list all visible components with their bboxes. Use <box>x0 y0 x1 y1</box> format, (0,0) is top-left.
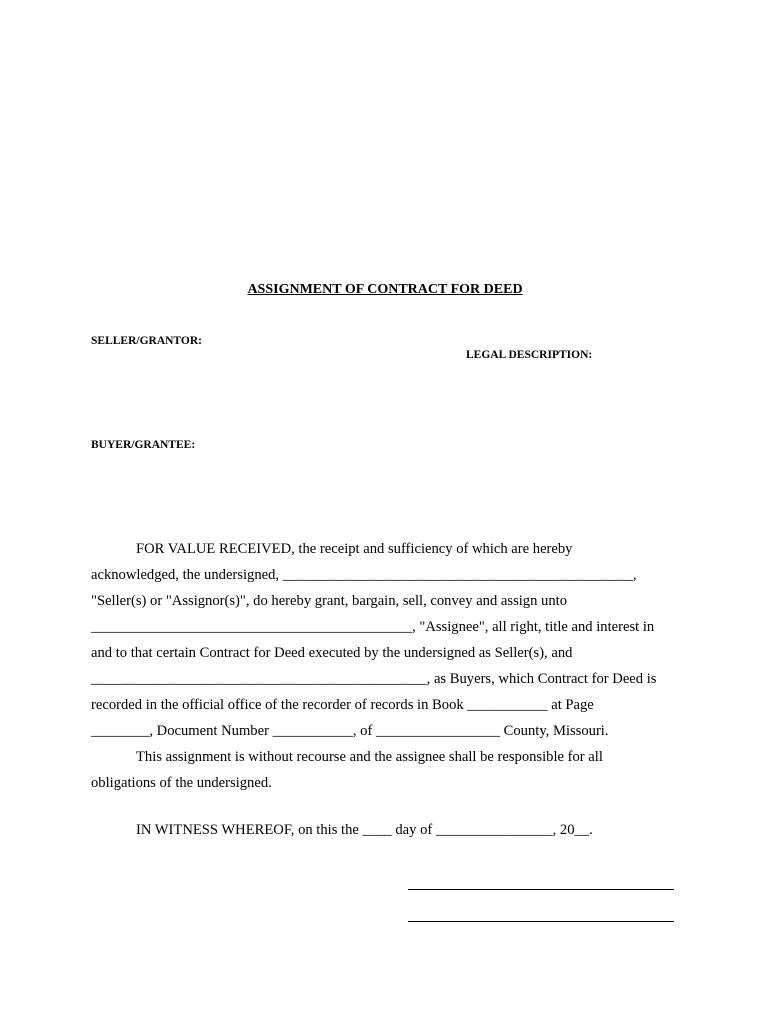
body-line: recorded in the official office of the recorder of records in Book ___________ at Page <box>91 697 594 713</box>
body-line: and to that certain Contract for Deed executed by the undersigned as Seller(s), and <box>91 645 573 661</box>
signature-line <box>408 889 674 890</box>
buyer-grantee-label: BUYER/GRANTEE: <box>91 439 196 451</box>
body-line: ____________________________________________, "Assignee", all right, title and interest in <box>91 619 655 635</box>
body-line: This assignment is without recourse and the assignee shall be responsible for all <box>136 749 603 765</box>
assignment-paragraph <box>91 536 681 796</box>
body-line: "Seller(s) or "Assignor(s)", do hereby grant, bargain, sell, convey and assign unto <box>91 593 567 609</box>
document-title: ASSIGNMENT OF CONTRACT FOR DEED <box>247 282 523 297</box>
seller-grantor-label: SELLER/GRANTOR: <box>91 335 202 347</box>
body-line: ______________________________________________, as Buyers, which Contract for Deed is <box>91 671 657 687</box>
body-line: ________, Document Number ___________, of _________________ County, Missouri. <box>91 723 609 739</box>
body-line: obligations of the undersigned. <box>91 775 272 791</box>
signature-line <box>408 921 674 922</box>
legal-description-label: LEGAL DESCRIPTION: <box>466 349 593 361</box>
body-line: FOR VALUE RECEIVED, the receipt and sufficiency of which are hereby <box>136 541 573 557</box>
body-line: acknowledged, the undersigned, ________________________________________________, <box>91 567 637 583</box>
witness-line: IN WITNESS WHEREOF, on this the ____ day of ________________, 20__. <box>136 822 593 838</box>
